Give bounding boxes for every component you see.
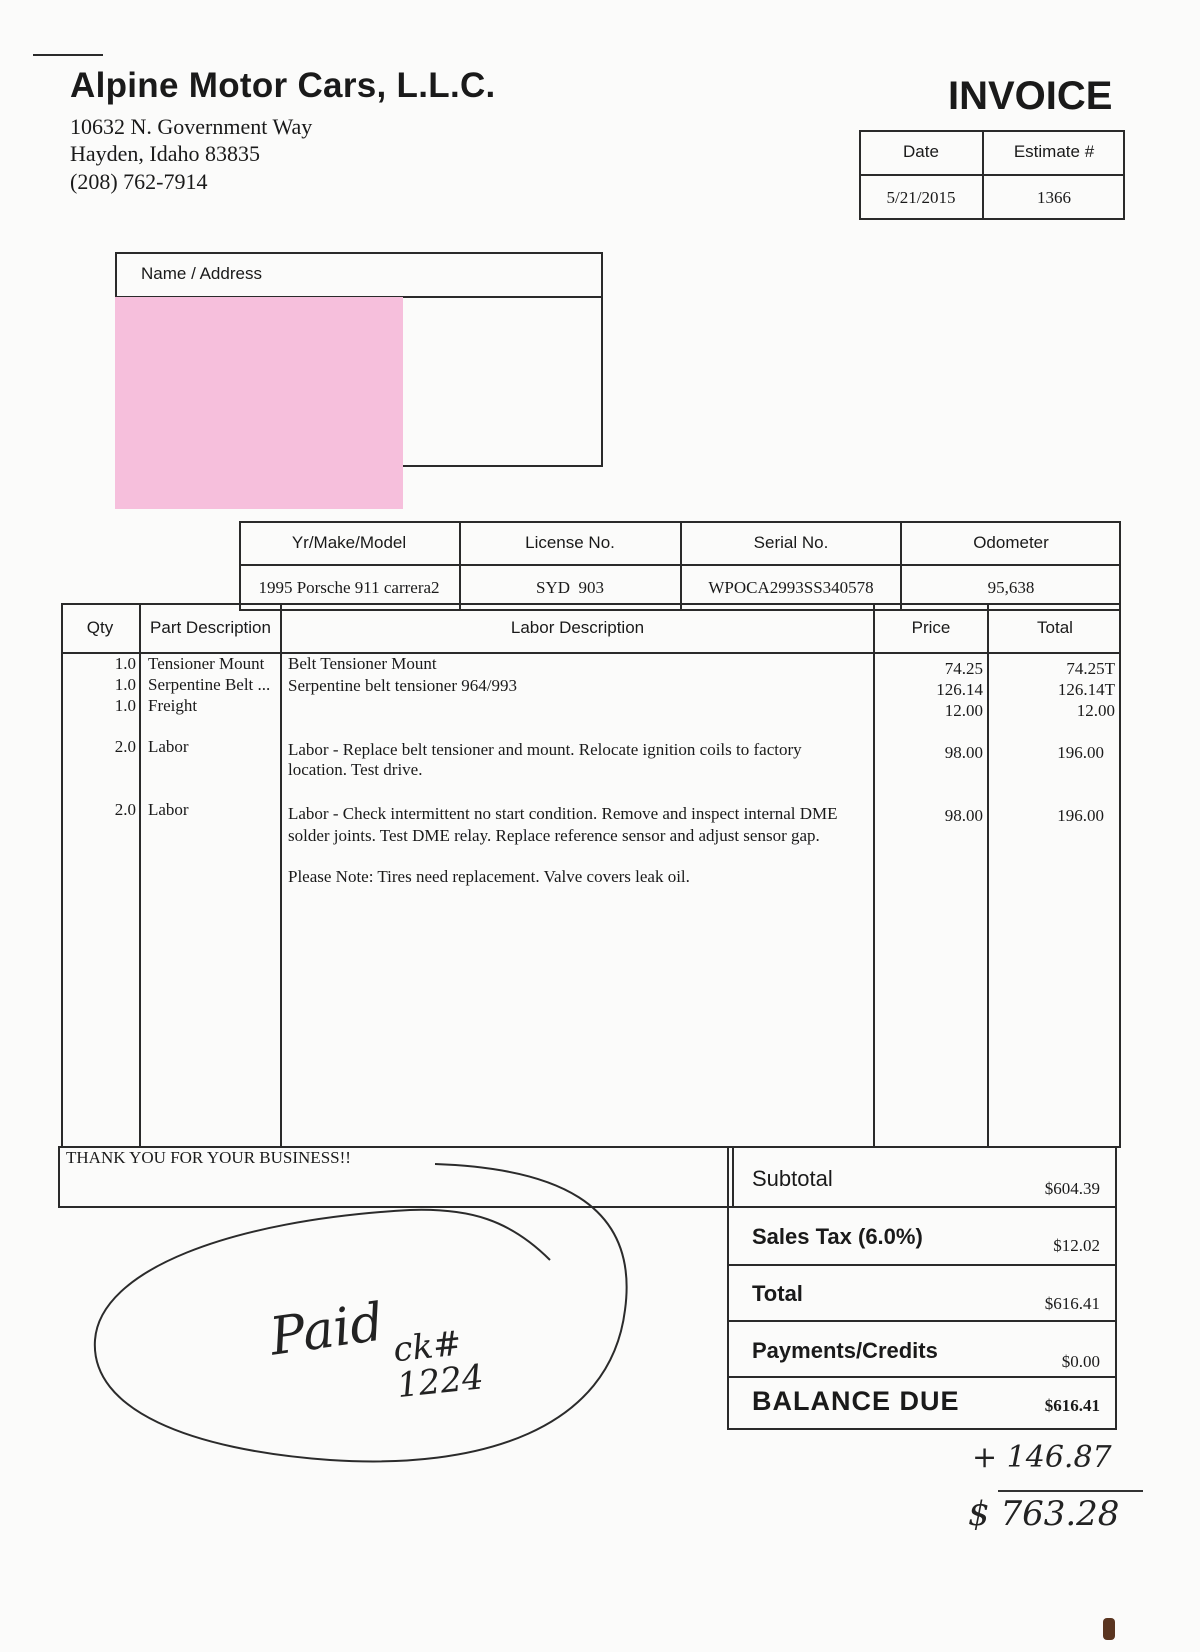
handwritten-check-number: ck# 1224 [391, 1323, 486, 1407]
serial-value: WPOCA2993SS340578 [708, 577, 874, 597]
redacted-address [115, 297, 403, 509]
table-row-labor: Labor - Check intermittent no start condition. Remove and inspect internal DME solder joints. Test DME relay. Replace reference sensor and adjust sensor gap. [288, 804, 838, 845]
total-value: $616.41 [1044, 1294, 1100, 1313]
table-row-part: Labor [148, 800, 189, 819]
company-address-line2: Hayden, Idaho 83835 [70, 141, 261, 166]
license-value: SYD 903 [535, 577, 604, 597]
table-row-part: Labor [148, 737, 189, 756]
ymm-label: Yr/Make/Model [291, 532, 407, 552]
date-value: 5/21/2015 [886, 188, 956, 207]
table-row-price: 74.25 [944, 659, 983, 678]
sales-tax-label: Sales Tax (6.0%) [752, 1224, 923, 1249]
table-row-qty: 1.0 [114, 696, 136, 715]
header-rule [33, 54, 103, 56]
balance-due-value: $616.41 [1044, 1396, 1100, 1415]
handwritten-paid: Paid [266, 1292, 388, 1368]
table-row-price: 98.00 [944, 806, 983, 825]
col-qty: Qty [86, 617, 114, 637]
table-row-labor: Belt Tensioner Mount [288, 654, 437, 673]
payments-credits-label: Payments/Credits [752, 1338, 938, 1363]
col-price: Price [911, 617, 951, 637]
table-row-labor: Serpentine belt tensioner 964/993 [288, 676, 517, 695]
table-row-qty: 2.0 [114, 737, 136, 756]
company-phone: (208) 762-7914 [70, 169, 208, 194]
company-name: Alpine Motor Cars, L.L.C. [70, 66, 496, 105]
table-row-total: 12.00 [1076, 701, 1115, 720]
subtotal-label: Subtotal [752, 1166, 833, 1191]
thank-you-message: THANK YOU FOR YOUR BUSINESS!! [66, 1148, 351, 1167]
handwritten-circle [80, 1160, 700, 1490]
table-row-total: 196.00 [1057, 743, 1104, 762]
name-address-label: Name / Address [141, 264, 262, 283]
handwritten-sum-rule [998, 1490, 1143, 1492]
table-row-price: 12.00 [944, 701, 983, 720]
date-label: Date [903, 142, 939, 161]
balance-due-label: BALANCE DUE [752, 1386, 960, 1416]
handwritten-grand-total: $ 763.28 [968, 1494, 1120, 1534]
total-label: Total [752, 1281, 803, 1306]
payments-credits-value: $0.00 [1061, 1352, 1100, 1371]
service-note: Please Note: Tires need replacement. Valve covers leak oil. [288, 867, 690, 886]
table-row-total: 126.14T [1057, 680, 1115, 699]
col-part: Part Description [150, 617, 271, 637]
table-row-total: 74.25T [1066, 659, 1115, 678]
table-row-labor: Labor - Replace belt tensioner and mount. Relocate ignition coils to factory location. Test drive. [288, 740, 802, 779]
odometer-label: Odometer [973, 532, 1049, 552]
company-address-line1: 10632 N. Government Way [70, 114, 313, 139]
table-row-price: 98.00 [944, 743, 983, 762]
table-row-price: 126.14 [936, 680, 983, 699]
sales-tax-value: $12.02 [1053, 1236, 1100, 1255]
invoice-title: INVOICE [948, 74, 1113, 118]
table-row-part: Tensioner Mount [148, 654, 265, 673]
table-row-part: Serpentine Belt ... [148, 675, 271, 694]
scan-speck [1103, 1618, 1115, 1640]
estimate-value: 1366 [1037, 188, 1071, 207]
odometer-value: 95,638 [987, 577, 1035, 597]
license-label: License No. [525, 532, 615, 552]
table-row-qty: 1.0 [114, 654, 136, 673]
subtotal-value: $604.39 [1044, 1179, 1100, 1198]
table-row-total: 196.00 [1057, 806, 1104, 825]
ymm-value: 1995 Porsche 911 carrera2 [258, 577, 440, 597]
handwritten-addition: + 146.87 [972, 1440, 1112, 1475]
table-row-qty: 1.0 [114, 675, 136, 694]
serial-label: Serial No. [753, 532, 829, 552]
col-labor: Labor Description [510, 617, 645, 637]
table-row-qty: 2.0 [114, 800, 136, 819]
table-row-part: Freight [148, 696, 198, 715]
col-total: Total [1037, 617, 1073, 637]
estimate-label: Estimate # [1013, 142, 1095, 161]
